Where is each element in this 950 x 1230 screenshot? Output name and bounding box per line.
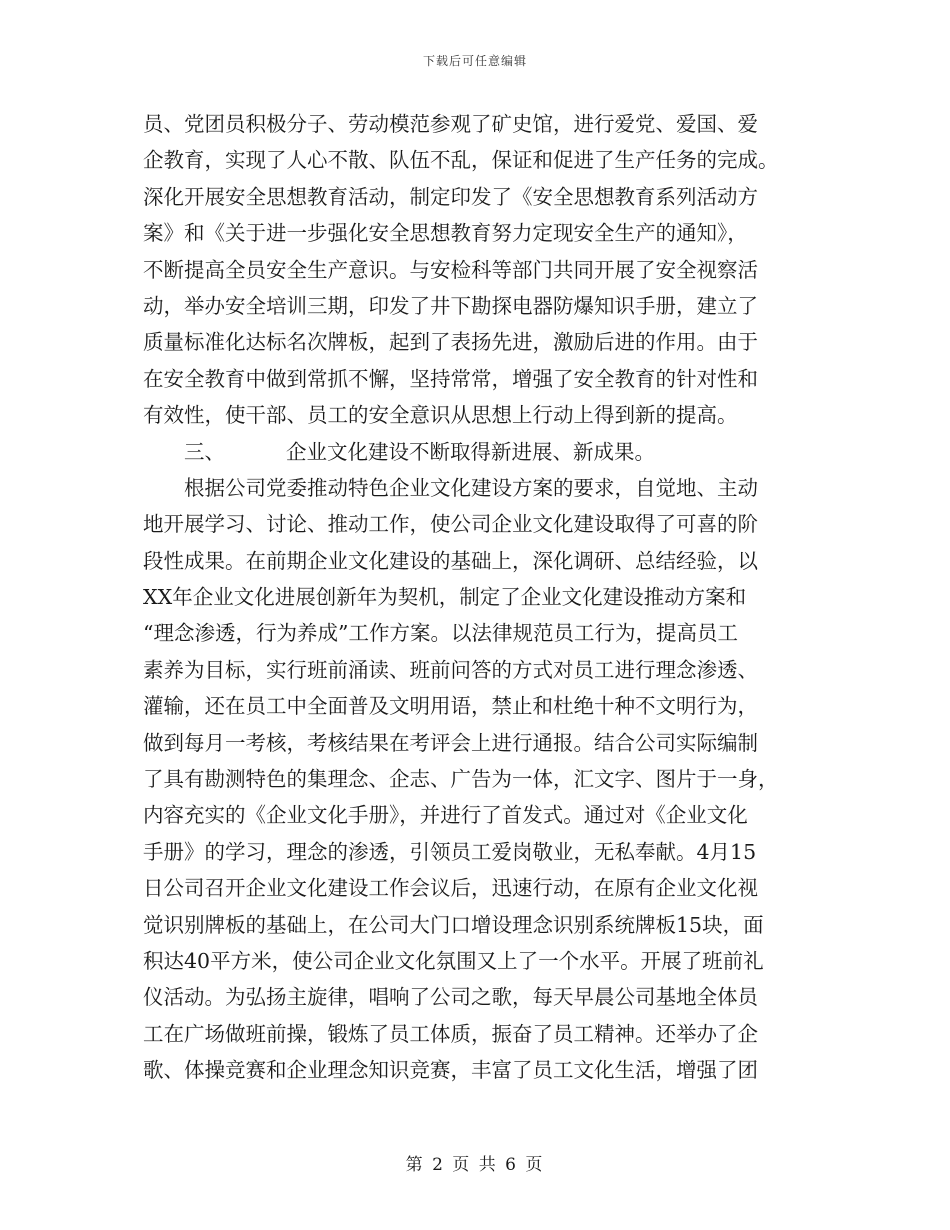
- text-line: 做到每月一考核，考核结果在考评会上进行通报。结合公司实际编制: [143, 730, 758, 755]
- section-heading-number: 三、: [184, 439, 225, 464]
- text-line: 深化开展安全思想教育活动，制定印发了《安全思想教育系列活动方: [143, 184, 758, 209]
- text-line: “理念渗透，行为养成”工作方案。以法律规范员工行为，提高员工: [143, 621, 738, 646]
- text-line: 觉识别牌板的基础上，在公司大门口增设理念识别系统牌板15块，面: [143, 912, 764, 937]
- text-line: 手册》的学习，理念的渗透，引领员工爱岗敬业，无私奉献。4月15: [143, 839, 757, 864]
- text-line: 根据公司党委推动特色企业文化建设方案的要求，自觉地、主动: [143, 475, 758, 500]
- page-number: 第 2 页 共 6 页: [405, 1155, 545, 1175]
- text-line: 工在广场做班前操，锻炼了员工体质，振奋了员工精神。还举办了企: [143, 1021, 758, 1046]
- section-heading-text: 企业文化建设不断取得新进展、新成果。: [286, 439, 655, 464]
- text-line: 案》和《关于进一步强化安全思想教育努力定现安全生产的通知》，: [143, 221, 748, 246]
- text-line: 积达40平方米，使公司企业文化氛围又上了一个水平。开展了班前礼: [143, 948, 764, 973]
- text-line: 不断提高全员安全生产意识。与安检科等部门共同开展了安全视察活: [143, 257, 758, 282]
- text-line: 段性成果。在前期企业文化建设的基础上，深化调研、总结经验，以: [143, 548, 758, 573]
- text-line: 在安全教育中做到常抓不懈，坚持常常，增强了安全教育的针对性和: [143, 366, 758, 391]
- text-line: 歌、体操竞赛和企业理念知识竞赛，丰富了员工文化生活，增强了团: [143, 1058, 758, 1083]
- text-line: 员、党团员积极分子、劳动模范参观了矿史馆，进行爱党、爱国、爱: [143, 112, 758, 136]
- text-line: 日公司召开企业文化建设工作会议后，迅速行动，在原有企业文化视: [143, 876, 758, 901]
- section-heading: [143, 434, 815, 470]
- text-line: 有效性，使干部、员工的安全意识从思想上行动上得到新的提高。: [143, 403, 738, 428]
- text-line: 灌输，还在员工中全面普及文明用语，禁止和杜绝十种不文明行为，: [143, 694, 758, 719]
- text-line: 质量标准化达标名次牌板，起到了表扬先进，激励后进的作用。由于: [143, 330, 758, 355]
- text-line: 地开展学习、讨论、推动工作，使公司企业文化建设取得了可喜的阶: [143, 512, 758, 537]
- text-line: 了具有勘测特色的集理念、企志、广告为一体，汇文字、图片于一身，: [143, 767, 779, 792]
- text-line: 仪活动。为弘扬主旋律，唱响了公司之歌，每天早晨公司基地全体员: [143, 985, 758, 1010]
- text-line: 企教育，实现了人心不散、队伍不乱，保证和促进了生产任务的完成。: [143, 148, 779, 173]
- text-line: 动，举办安全培训三期，印发了井下勘探电器防爆知识手册，建立了: [143, 293, 758, 318]
- document-body: [143, 106, 815, 1089]
- text-line: 素养为目标，实行班前涌读、班前问答的方式对员工进行理念渗透、: [143, 657, 758, 682]
- page-header: 下载后可任意编辑: [422, 54, 527, 68]
- text-line: XX年企业文化进展创新年为契机，制定了企业文化建设推动方案和: [143, 585, 747, 610]
- text-line: 内容充实的《企业文化手册》，并进行了首发式。通过对《企业文化: [143, 803, 748, 828]
